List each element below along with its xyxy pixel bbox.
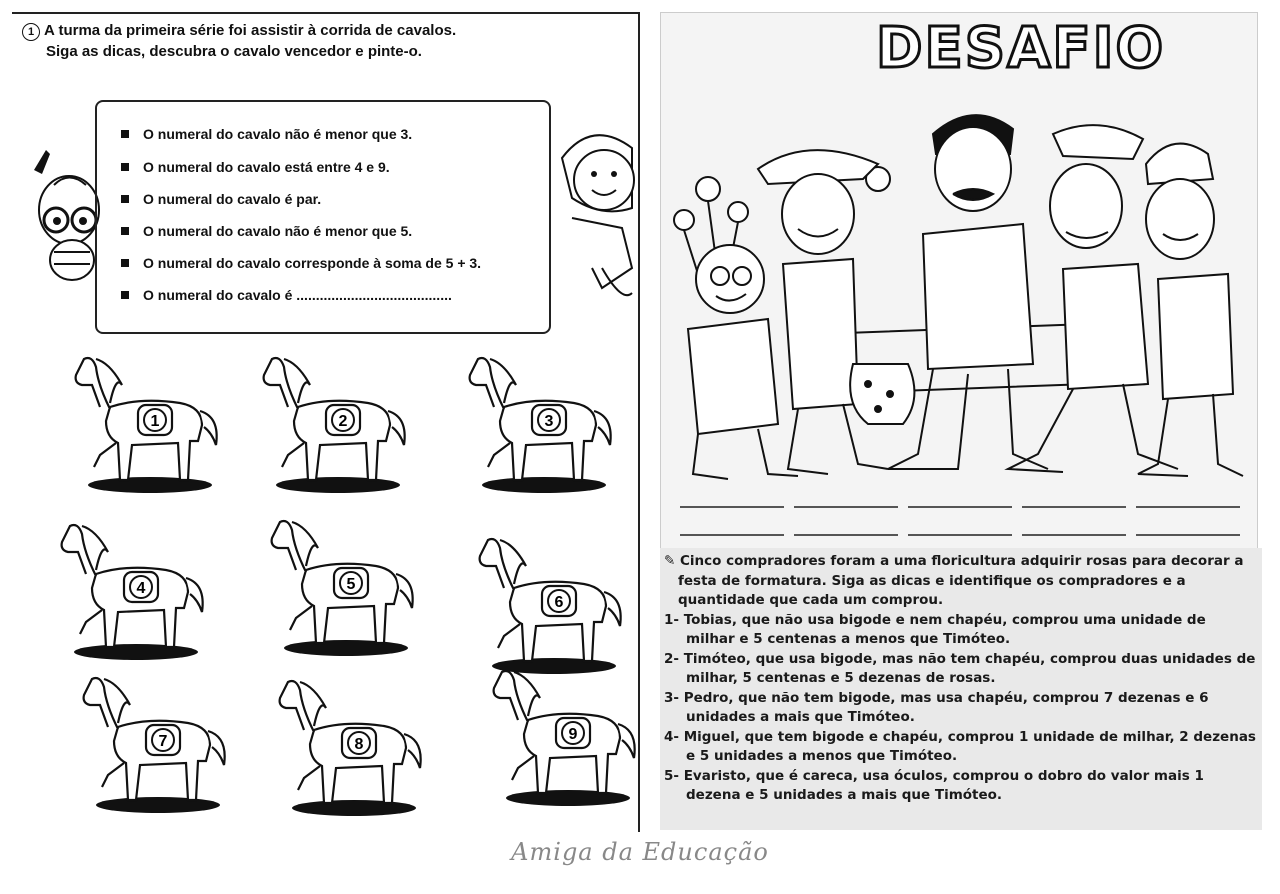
answer-line[interactable] xyxy=(1136,506,1240,508)
bullet-square-icon xyxy=(121,259,129,267)
horse-number: 4 xyxy=(136,580,146,597)
pencil-icon: ✎ xyxy=(664,553,676,569)
peeking-character-right xyxy=(552,118,642,308)
horse-icon xyxy=(56,512,216,662)
horse-3[interactable] xyxy=(464,345,624,500)
bullet-square-icon xyxy=(121,130,129,138)
horse-icon xyxy=(266,508,426,658)
answer-line[interactable] xyxy=(794,534,898,536)
answer-line[interactable] xyxy=(908,534,1012,536)
buyers-illustration xyxy=(668,94,1256,494)
clue-item: 1- Tobias, que não usa bigode e nem chapéu, comprou uma unidade de milhar e 5 centenas a menos que Timóteo. xyxy=(664,611,1206,647)
bullet-square-icon xyxy=(121,195,129,203)
clue-item: 2- Timóteo, que usa bigode, mas não tem chapéu, comprou duas unidades de milhar, 5 centenas e 5 dezenas de rosas. xyxy=(664,650,1256,686)
hint-item: O numeral do cavalo corresponde à soma de 5 + 3. xyxy=(121,255,481,271)
answer-lines-row-2 xyxy=(680,534,1240,536)
bullet-square-icon xyxy=(121,291,129,299)
clue-item: 3- Pedro, que não tem bigode, mas usa chapéu, comprou 7 dezenas e 6 unidades a mais que Timóteo. xyxy=(664,689,1209,725)
peeking-character-left xyxy=(24,140,104,290)
hint-item: O numeral do cavalo está entre 4 e 9. xyxy=(121,159,390,175)
answer-lines-row-1 xyxy=(680,506,1240,508)
clue-item: 4- Miguel, que tem bigode e chapéu, comprou 1 unidade de milhar, 2 dezenas e 5 unidades a menos que Timóteo. xyxy=(664,728,1256,764)
footer-credit: Amiga da Educação xyxy=(511,838,769,866)
horse-icon xyxy=(78,665,238,815)
clue-item: 5- Evaristo, que é careca, usa óculos, comprou o dobro do valor mais 1 dezena e 5 unidades a mais que Timóteo. xyxy=(664,767,1204,803)
horse-number: 6 xyxy=(554,594,564,611)
horse-number: 2 xyxy=(338,413,348,430)
bullet-square-icon xyxy=(121,227,129,235)
horse-number: 1 xyxy=(150,413,160,430)
answer-line[interactable] xyxy=(680,534,784,536)
horse-icon xyxy=(474,526,634,676)
horse-icon xyxy=(488,658,648,808)
horse-9[interactable] xyxy=(488,658,648,813)
answer-line[interactable] xyxy=(1022,506,1126,508)
hint-item: O numeral do cavalo é par. xyxy=(121,191,321,207)
horse-5[interactable] xyxy=(266,508,426,663)
horse-2[interactable] xyxy=(258,345,418,500)
hint-item: O numeral do cavalo é ........................................ xyxy=(121,287,452,303)
hint-item: O numeral do cavalo não é menor que 3. xyxy=(121,126,412,142)
horse-icon xyxy=(258,345,418,495)
problem-text xyxy=(664,552,1258,806)
hints-box xyxy=(95,100,551,334)
bullet-square-icon xyxy=(121,163,129,171)
answer-line[interactable] xyxy=(1022,534,1126,536)
horse-number: 9 xyxy=(568,726,578,743)
answer-line[interactable] xyxy=(908,506,1012,508)
horse-4[interactable] xyxy=(56,512,216,667)
problem-intro: ✎ Cinco compradores foram a uma floricultura adquirir rosas para decorar a festa de formatura. Siga as dicas e identifique os compradores e a quantidade que cada um comprou. xyxy=(664,553,1244,608)
challenge-title: DESAFIO xyxy=(876,16,1166,81)
horse-icon xyxy=(274,668,434,818)
question-line-1: A turma da primeira série foi assistir à corrida de cavalos. xyxy=(44,22,457,39)
answer-line[interactable] xyxy=(680,506,784,508)
horse-icon xyxy=(464,345,624,495)
horse-number: 3 xyxy=(544,413,554,430)
question-line-2: Siga as dicas, descubra o cavalo vencedor e pinte-o. xyxy=(46,43,422,60)
horse-1[interactable] xyxy=(70,345,230,500)
question-number: 1 xyxy=(22,23,40,41)
horse-8[interactable] xyxy=(274,668,434,823)
horse-number: 8 xyxy=(354,736,364,753)
horse-icon xyxy=(70,345,230,495)
hint-item: O numeral do cavalo não é menor que 5. xyxy=(121,223,412,239)
horse-number: 5 xyxy=(346,576,356,593)
horse-7[interactable] xyxy=(78,665,238,820)
answer-line[interactable] xyxy=(794,506,898,508)
question-heading xyxy=(22,20,456,62)
answer-line[interactable] xyxy=(1136,534,1240,536)
horse-number: 7 xyxy=(158,733,168,750)
